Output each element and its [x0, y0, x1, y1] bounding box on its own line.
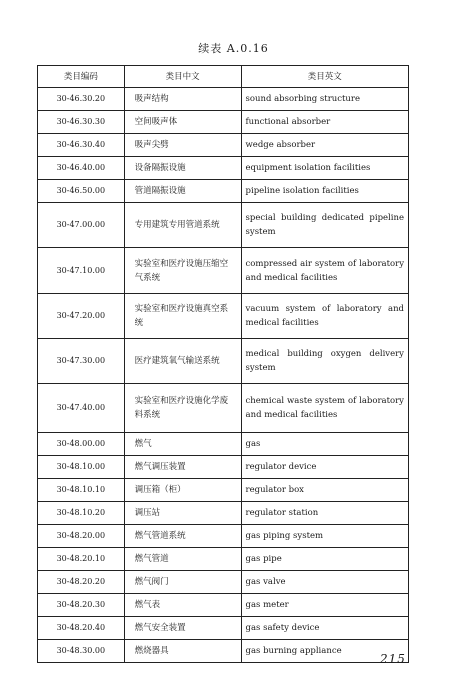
- row-english-name: vacuum system of laboratory and medical facilities: [241, 294, 408, 339]
- row-chinese-name: 燃气阀门: [124, 571, 241, 594]
- row-code: 30-48.30.00: [38, 640, 125, 663]
- row-code: 30-47.10.00: [38, 248, 125, 294]
- table-row: [38, 111, 409, 134]
- row-chinese-name: 设备隔振设施: [124, 157, 241, 180]
- row-chinese-name: 燃气调压装置: [124, 456, 241, 479]
- row-english-name: gas safety device: [241, 617, 408, 640]
- table-row: [38, 479, 409, 502]
- table-row: [38, 134, 409, 157]
- table-row: [38, 339, 409, 384]
- table-row: [38, 384, 409, 433]
- row-chinese-name: 实验室和医疗设施化学废料系统: [124, 384, 241, 433]
- row-code: 30-48.10.20: [38, 502, 125, 525]
- row-code: 30-48.20.20: [38, 571, 125, 594]
- row-english-name: chemical waste system of laboratory and medical facilities: [241, 384, 408, 433]
- table-row: [38, 456, 409, 479]
- row-english-name: regulator station: [241, 502, 408, 525]
- table-row: [38, 88, 409, 111]
- row-chinese-name: 调压箱（柜）: [124, 479, 241, 502]
- row-english-name: pipeline isolation facilities: [241, 180, 408, 203]
- row-code: 30-48.10.10: [38, 479, 125, 502]
- row-chinese-name: 燃气表: [124, 594, 241, 617]
- row-code: 30-46.30.30: [38, 111, 125, 134]
- row-code: 30-47.40.00: [38, 384, 125, 433]
- row-chinese-name: 燃气管道系统: [124, 525, 241, 548]
- row-code: 30-48.20.40: [38, 617, 125, 640]
- row-english-name: equipment isolation facilities: [241, 157, 408, 180]
- row-chinese-name: 专用建筑专用管道系统: [124, 203, 241, 248]
- row-code: 30-46.50.00: [38, 180, 125, 203]
- table-title: 续表 A.0.16: [198, 42, 269, 55]
- table-row: [38, 294, 409, 339]
- row-english-name: gas piping system: [241, 525, 408, 548]
- table-row: [38, 617, 409, 640]
- row-code: 30-48.20.30: [38, 594, 125, 617]
- table-row: [38, 525, 409, 548]
- page-number: 215: [380, 652, 406, 666]
- row-chinese-name: 燃气: [124, 433, 241, 456]
- row-code: 30-46.30.40: [38, 134, 125, 157]
- row-english-name: gas pipe: [241, 548, 408, 571]
- row-chinese-name: 实验室和医疗设施真空系统: [124, 294, 241, 339]
- row-english-name: gas: [241, 433, 408, 456]
- table-row: [38, 640, 409, 663]
- row-chinese-name: 燃烧器具: [124, 640, 241, 663]
- row-code: 30-46.40.00: [38, 157, 125, 180]
- row-code: 30-48.20.00: [38, 525, 125, 548]
- column-header-english: 类目英文: [241, 66, 408, 88]
- row-chinese-name: 医疗建筑氧气输送系统: [124, 339, 241, 384]
- table-row: [38, 433, 409, 456]
- row-english-name: wedge absorber: [241, 134, 408, 157]
- row-chinese-name: 空间吸声体: [124, 111, 241, 134]
- row-code: 30-46.30.20: [38, 88, 125, 111]
- row-english-name: regulator device: [241, 456, 408, 479]
- row-english-name: gas meter: [241, 594, 408, 617]
- row-english-name: special building dedicated pipeline system: [241, 203, 408, 248]
- row-english-name: regulator box: [241, 479, 408, 502]
- row-code: 30-47.20.00: [38, 294, 125, 339]
- row-chinese-name: 燃气安全装置: [124, 617, 241, 640]
- row-chinese-name: 吸声结构: [124, 88, 241, 111]
- row-english-name: gas valve: [241, 571, 408, 594]
- row-chinese-name: 调压站: [124, 502, 241, 525]
- row-code: 30-48.10.00: [38, 456, 125, 479]
- table-row: [38, 248, 409, 294]
- row-chinese-name: 吸声尖劈: [124, 134, 241, 157]
- row-chinese-name: 管道隔振设施: [124, 180, 241, 203]
- row-english-name: sound absorbing structure: [241, 88, 408, 111]
- row-english-name: medical building oxygen delivery system: [241, 339, 408, 384]
- row-english-name: functional absorber: [241, 111, 408, 134]
- row-chinese-name: 实验室和医疗设施压缩空气系统: [124, 248, 241, 294]
- table-row: [38, 502, 409, 525]
- row-chinese-name: 燃气管道: [124, 548, 241, 571]
- column-header-code: 类目编码: [38, 66, 125, 88]
- table-row: [38, 548, 409, 571]
- table-row: [38, 571, 409, 594]
- table-row: [38, 157, 409, 180]
- row-english-name: gas burning appliance: [241, 640, 408, 663]
- column-header-chinese: 类目中文: [124, 66, 241, 88]
- classification-table: [37, 65, 409, 663]
- row-code: 30-47.00.00: [38, 203, 125, 248]
- row-code: 30-47.30.00: [38, 339, 125, 384]
- row-code: 30-48.00.00: [38, 433, 125, 456]
- table-header-row: [38, 66, 409, 88]
- table-row: [38, 203, 409, 248]
- row-code: 30-48.20.10: [38, 548, 125, 571]
- table-row: [38, 594, 409, 617]
- table-row: [38, 180, 409, 203]
- row-english-name: compressed air system of laboratory and medical facilities: [241, 248, 408, 294]
